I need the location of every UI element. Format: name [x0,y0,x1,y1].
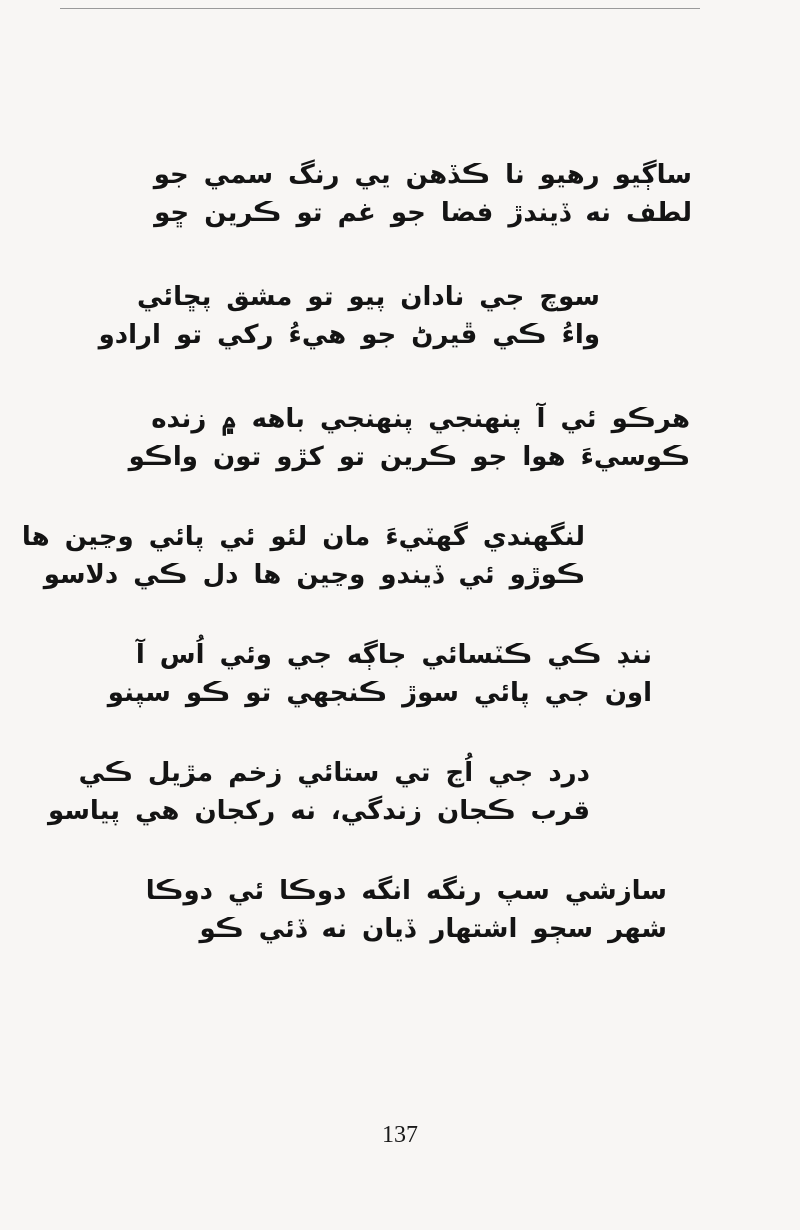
stanza-line: هرڪو ئي آ پنهنجي پنهنجي باهه ۾ زنده [151,404,690,434]
stanza-4 [22,518,585,594]
stanza-5 [108,636,652,712]
stanza-line: اون جي پائي سوڙ ڪنجهي تو ڪو سپنو [107,678,652,708]
stanza-6 [48,754,590,830]
stanza-line: ڪوسيءَ هوا جو ڪرين تو کڙو تون واڪو [128,442,690,472]
stanza-7 [146,872,667,948]
stanza-line: ڪوڙو ئي ڏيندو وڃين ها دل ڪي دلاسو [43,560,585,590]
stanza-line: درد جي اُڃ تي ستائي زخم مڙيل ڪي [78,758,590,788]
stanza-line: ساڳيو رهيو نا ڪڏهن يي رنگ سمي جو [153,160,692,190]
page-number: 137 [382,1122,418,1148]
top-page-edge-line [60,0,700,9]
stanza-1 [154,156,692,232]
stanza-2 [99,278,600,354]
stanza-line: واءُ ڪي ڦيرڻ جو هيءُ رکي تو ارادو [98,320,600,350]
stanza-line: سوچ جي نادان پيو تو مشق پڇائي [137,282,600,312]
stanza-line: شهر سڄو اشتهار ڏيان نه ڏئي ڪو [199,914,667,944]
stanza-line: لطف نه ڏيندڙ فضا جو غم تو ڪرين ڇو [154,198,692,228]
stanza-line: سازشي سپ رنگه انگه دوڪا ئي دوڪا [145,876,667,906]
stanza-line: قرب ڪجان زندگي، نه رکجان هي پياسو [48,796,590,826]
stanza-line: ننڊ ڪي ڪٽسائي جاڳه جي وئي اُس آ [135,640,652,670]
stanza-3 [129,400,690,476]
stanza-line: لنگهندي گهٽيءَ مان لئو ئي پائي وڃين ها [21,522,585,552]
